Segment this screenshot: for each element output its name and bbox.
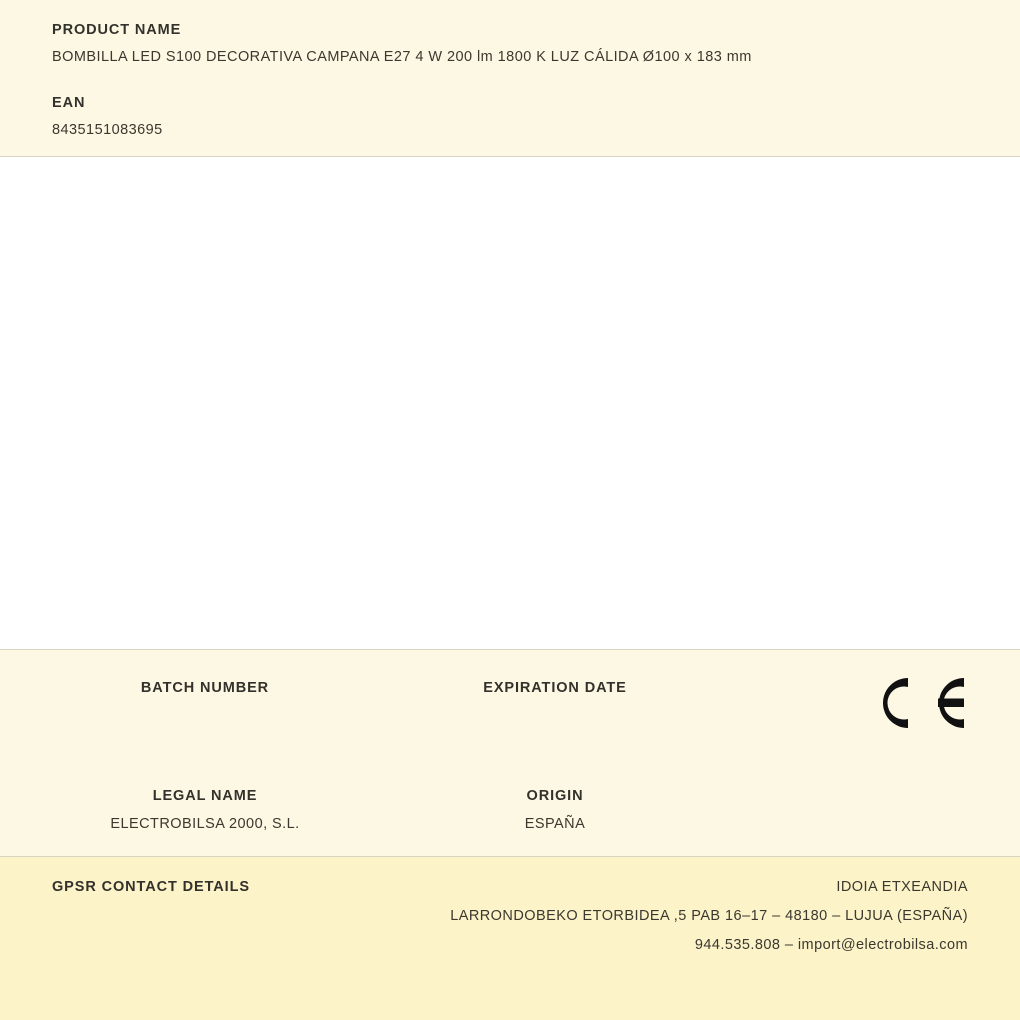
legal-name-value: ELECTROBILSA 2000, S.L. <box>110 816 300 832</box>
ean-label: EAN <box>52 95 86 111</box>
origin-field <box>410 788 700 834</box>
batch-number-value <box>0 708 410 726</box>
gpsr-contact-address: LARRONDOBEKO ETORBIDEA ,5 PAB 16–17 – 48180 – LUJUA (ESPAÑA) <box>450 908 968 924</box>
expiration-date-label: EXPIRATION DATE <box>483 680 627 696</box>
origin-label: ORIGIN <box>526 788 584 804</box>
product-name-label: PRODUCT NAME <box>52 22 182 38</box>
legal-origin-row <box>0 788 1020 834</box>
blank-content-area <box>0 157 1020 650</box>
batch-number-label: BATCH NUMBER <box>140 680 270 696</box>
expiration-date-value <box>410 708 700 726</box>
gpsr-contact-label: GPSR CONTACT DETAILS <box>52 879 250 895</box>
product-name-value: BOMBILLA LED S100 DECORATIVA CAMPANA E27 4 W 200 lm 1800 K LUZ CÁLIDA Ø100 x 183 mm <box>52 49 752 65</box>
gpsr-contact-block <box>0 857 1020 1020</box>
spacer <box>52 65 968 95</box>
batch-number-field <box>0 680 410 726</box>
product-info-block <box>0 0 1020 157</box>
gpsr-contact-name: IDOIA ETXEANDIA <box>836 879 968 895</box>
origin-value: ESPAÑA <box>524 816 586 832</box>
expiration-date-field <box>410 680 700 726</box>
legal-name-label: LEGAL NAME <box>152 788 258 804</box>
manufacturer-info-block <box>0 650 1020 857</box>
gpsr-contact-phone-email: 944.535.808 – import@electrobilsa.com <box>694 937 968 953</box>
ean-value: 8435151083695 <box>52 122 163 138</box>
legal-name-field <box>0 788 410 834</box>
ce-mark-icon <box>872 674 964 732</box>
batch-expiration-row <box>0 680 1020 726</box>
